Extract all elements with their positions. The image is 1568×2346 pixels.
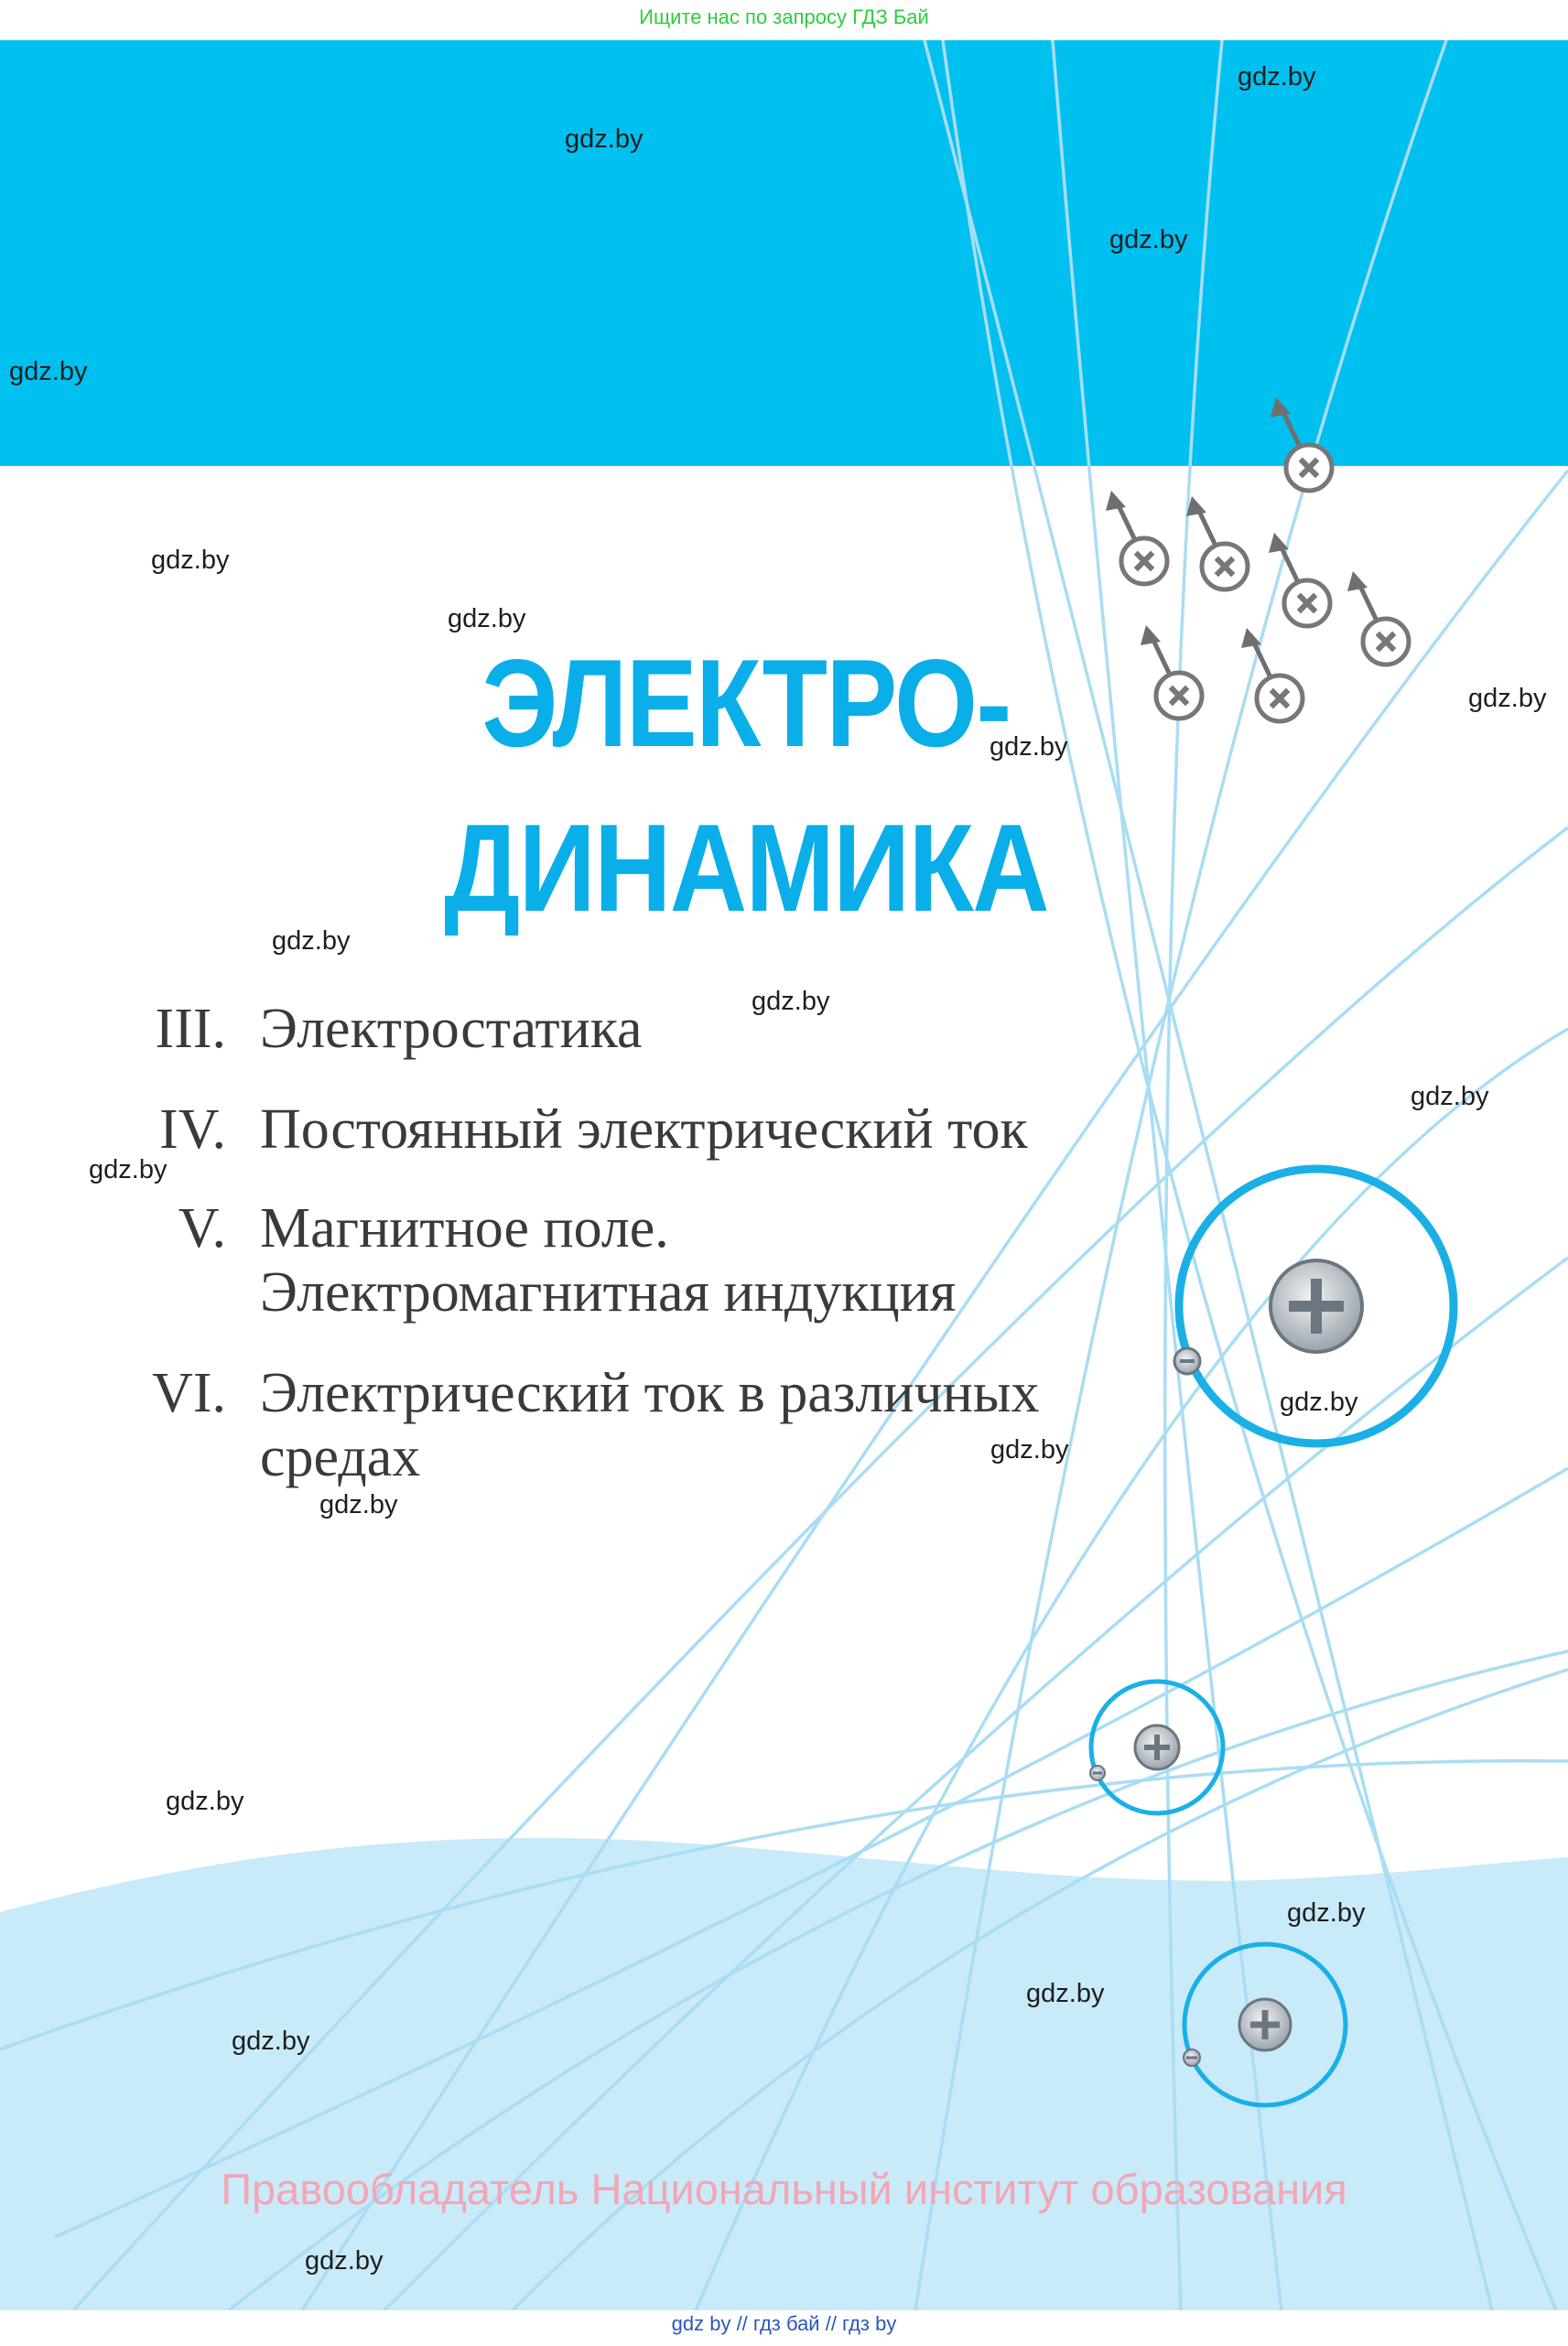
watermark: gdz.by bbox=[232, 2027, 310, 2056]
positive-charge bbox=[1186, 496, 1248, 589]
proton-plus-icon bbox=[1135, 1725, 1179, 1769]
watermark: gdz.by bbox=[1109, 225, 1188, 254]
electron-minus-icon bbox=[1184, 2049, 1200, 2066]
watermark: gdz.by bbox=[319, 1490, 398, 1519]
top-banner-text: Ищите нас по запросу ГДЗ Бай bbox=[639, 5, 929, 28]
watermark: gdz.by bbox=[1287, 1898, 1366, 1928]
watermark: gdz.by bbox=[272, 926, 351, 956]
watermark: gdz.by bbox=[1280, 1388, 1358, 1417]
watermark: gdz.by bbox=[989, 732, 1068, 762]
watermark: gdz.by bbox=[1238, 62, 1316, 92]
watermark: gdz.by bbox=[565, 124, 643, 154]
watermark: gdz.by bbox=[89, 1155, 168, 1184]
watermark: gdz.by bbox=[9, 357, 88, 386]
watermark: gdz.by bbox=[1026, 1979, 1105, 2008]
footer-bar bbox=[0, 2310, 1568, 2346]
chapter-number: IV. bbox=[159, 1098, 226, 1161]
watermark: gdz.by bbox=[1411, 1082, 1489, 1111]
chapter-number: III. bbox=[155, 998, 226, 1060]
electron-minus-icon bbox=[1174, 1348, 1200, 1374]
chapter-number: VI. bbox=[152, 1362, 226, 1424]
watermark: gdz.by bbox=[305, 2246, 384, 2276]
watermark: gdz.by bbox=[151, 546, 230, 575]
top-banner bbox=[0, 0, 1568, 40]
chapter-title: Электрический ток в различных средах bbox=[260, 1362, 1040, 1488]
footer-links-text: gdz by // гдз бай // гдз by bbox=[671, 2312, 897, 2335]
proton-plus-icon bbox=[1271, 1260, 1362, 1352]
watermark: gdz.by bbox=[990, 1435, 1069, 1465]
proton-plus-icon bbox=[1239, 1999, 1291, 2050]
book-cover-page bbox=[0, 40, 1568, 2310]
chapter-title: Постоянный электрический ток bbox=[260, 1098, 1028, 1161]
chapter-title: Магнитное поле. Электромагнитная индукция bbox=[260, 1197, 957, 1324]
chapter-title: Электростатика bbox=[260, 998, 643, 1060]
title-line-1: ЭЛЕКТРО- bbox=[481, 633, 1011, 773]
watermark: gdz.by bbox=[1468, 684, 1547, 713]
field-lines-art bbox=[0, 40, 1568, 2310]
rights-holder-notice: Правообладатель Национальный институт образования bbox=[221, 2165, 1347, 2213]
positive-charge bbox=[1271, 397, 1332, 491]
positive-charge bbox=[1106, 491, 1167, 584]
watermark: gdz.by bbox=[752, 987, 830, 1016]
chapter-number: V. bbox=[178, 1197, 226, 1259]
electron-minus-icon bbox=[1090, 1766, 1105, 1780]
watermark: gdz.by bbox=[448, 604, 526, 633]
title-line-2: ДИНАМИКА bbox=[444, 798, 1048, 937]
atom-small-1 bbox=[1090, 1681, 1223, 1813]
watermark: gdz.by bbox=[166, 1787, 244, 1816]
